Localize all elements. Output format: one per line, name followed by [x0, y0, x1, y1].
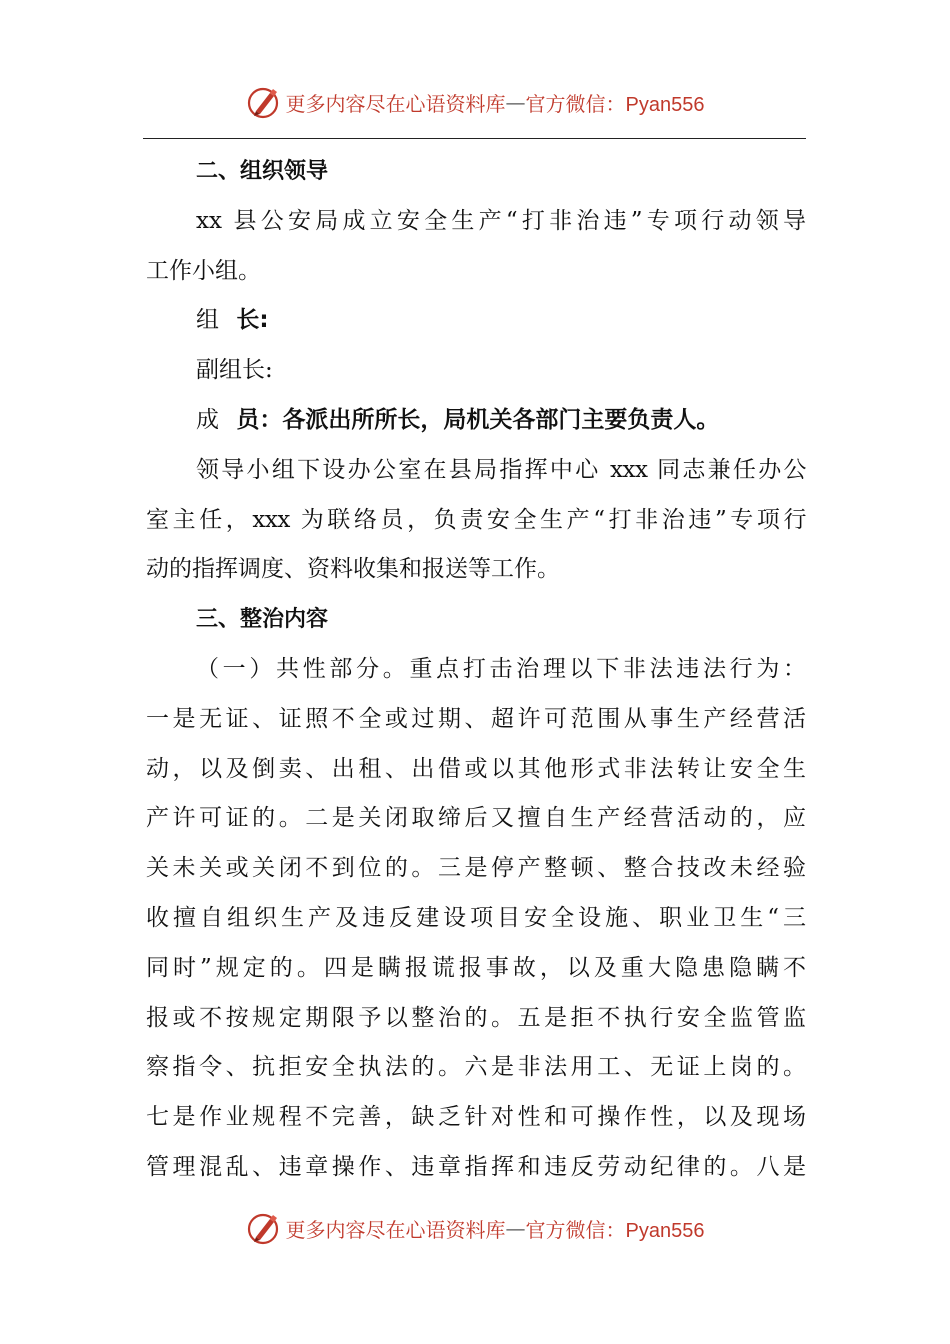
- pen-logo-icon: [246, 84, 282, 120]
- section-heading-rectification: 三、整治内容: [196, 607, 329, 633]
- pen-logo-icon: [246, 1210, 282, 1246]
- paragraph-line: 动，以及倒卖、出租、出借或以其他形式非法转让安全生: [146, 755, 806, 782]
- footer-banner-contact: 官方微信：Pyan556: [525, 1219, 705, 1242]
- paragraph-line: 七是作业规程不完善，缺乏针对性和可操作性，以及现场: [146, 1104, 806, 1131]
- paragraph-line: 报或不按规定期限予以整治的。五是拒不执行安全监管监: [146, 1004, 806, 1031]
- paragraph-line: 关未关或关闭不到位的。三是停产整顿、整合技改未经验: [146, 855, 806, 882]
- paragraph-line: 管理混乱、违章操作、违章指挥和违反劳动纪律的。八是: [146, 1153, 806, 1180]
- page-header: [0, 82, 950, 122]
- header-banner-separator: —: [505, 90, 526, 114]
- leader-label-first: 组: [196, 307, 219, 334]
- paragraph-line: 一是无证、证照不全或过期、超许可范围从事生产经营活: [146, 705, 806, 732]
- leader-label-second: 长:: [236, 307, 269, 334]
- paragraph-line: 动的指挥调度、资料收集和报送等工作。: [146, 556, 560, 583]
- footer-banner: [246, 1210, 705, 1246]
- header-banner: [246, 84, 705, 120]
- paragraph-line: （一）共性部分。重点打击治理以下非法违法行为：: [196, 655, 806, 682]
- paragraph-line: xx 县公安局成立安全生产“打非治违”专项行动领导: [196, 207, 806, 234]
- document-body: [146, 147, 806, 1193]
- paragraph-line: 产许可证的。二是关闭取缔后又擅自生产经营活动的，应: [146, 805, 806, 832]
- paragraph-line: 工作小组。: [146, 257, 261, 284]
- section-heading-organization: 二、组织领导: [196, 159, 329, 184]
- footer-banner-separator: —: [505, 1216, 526, 1240]
- page-footer: [0, 1208, 950, 1248]
- paragraph-line: 室主任，xxx 为联络员，负责安全生产“打非治违”专项行: [146, 506, 806, 533]
- paragraph-line: 收擅自组织生产及违反建设项目安全设施、职业卫生“三: [146, 904, 806, 931]
- member-text: 员：各派出所所长，局机关各部门主要负责人。: [236, 406, 720, 433]
- members-row: [146, 396, 806, 446]
- header-banner-contact: 官方微信：Pyan556: [525, 93, 705, 116]
- footer-banner-title: 更多内容尽在心语资料库: [285, 1217, 506, 1242]
- deputy-leader-row: 副组长:: [196, 357, 273, 384]
- member-label-first: 成: [196, 406, 219, 433]
- leader-row: [146, 296, 806, 346]
- header-banner-title: 更多内容尽在心语资料库: [285, 91, 506, 116]
- paragraph-line: 领导小组下设办公室在县局指挥中心 xxx 同志兼任办公: [196, 456, 806, 483]
- paragraph-line: 察指令、抗拒安全执法的。六是非法用工、无证上岗的。: [146, 1054, 806, 1081]
- paragraph-line: 同时”规定的。四是瞒报谎报事故，以及重大隐患隐瞒不: [146, 954, 806, 981]
- header-divider: [143, 138, 806, 139]
